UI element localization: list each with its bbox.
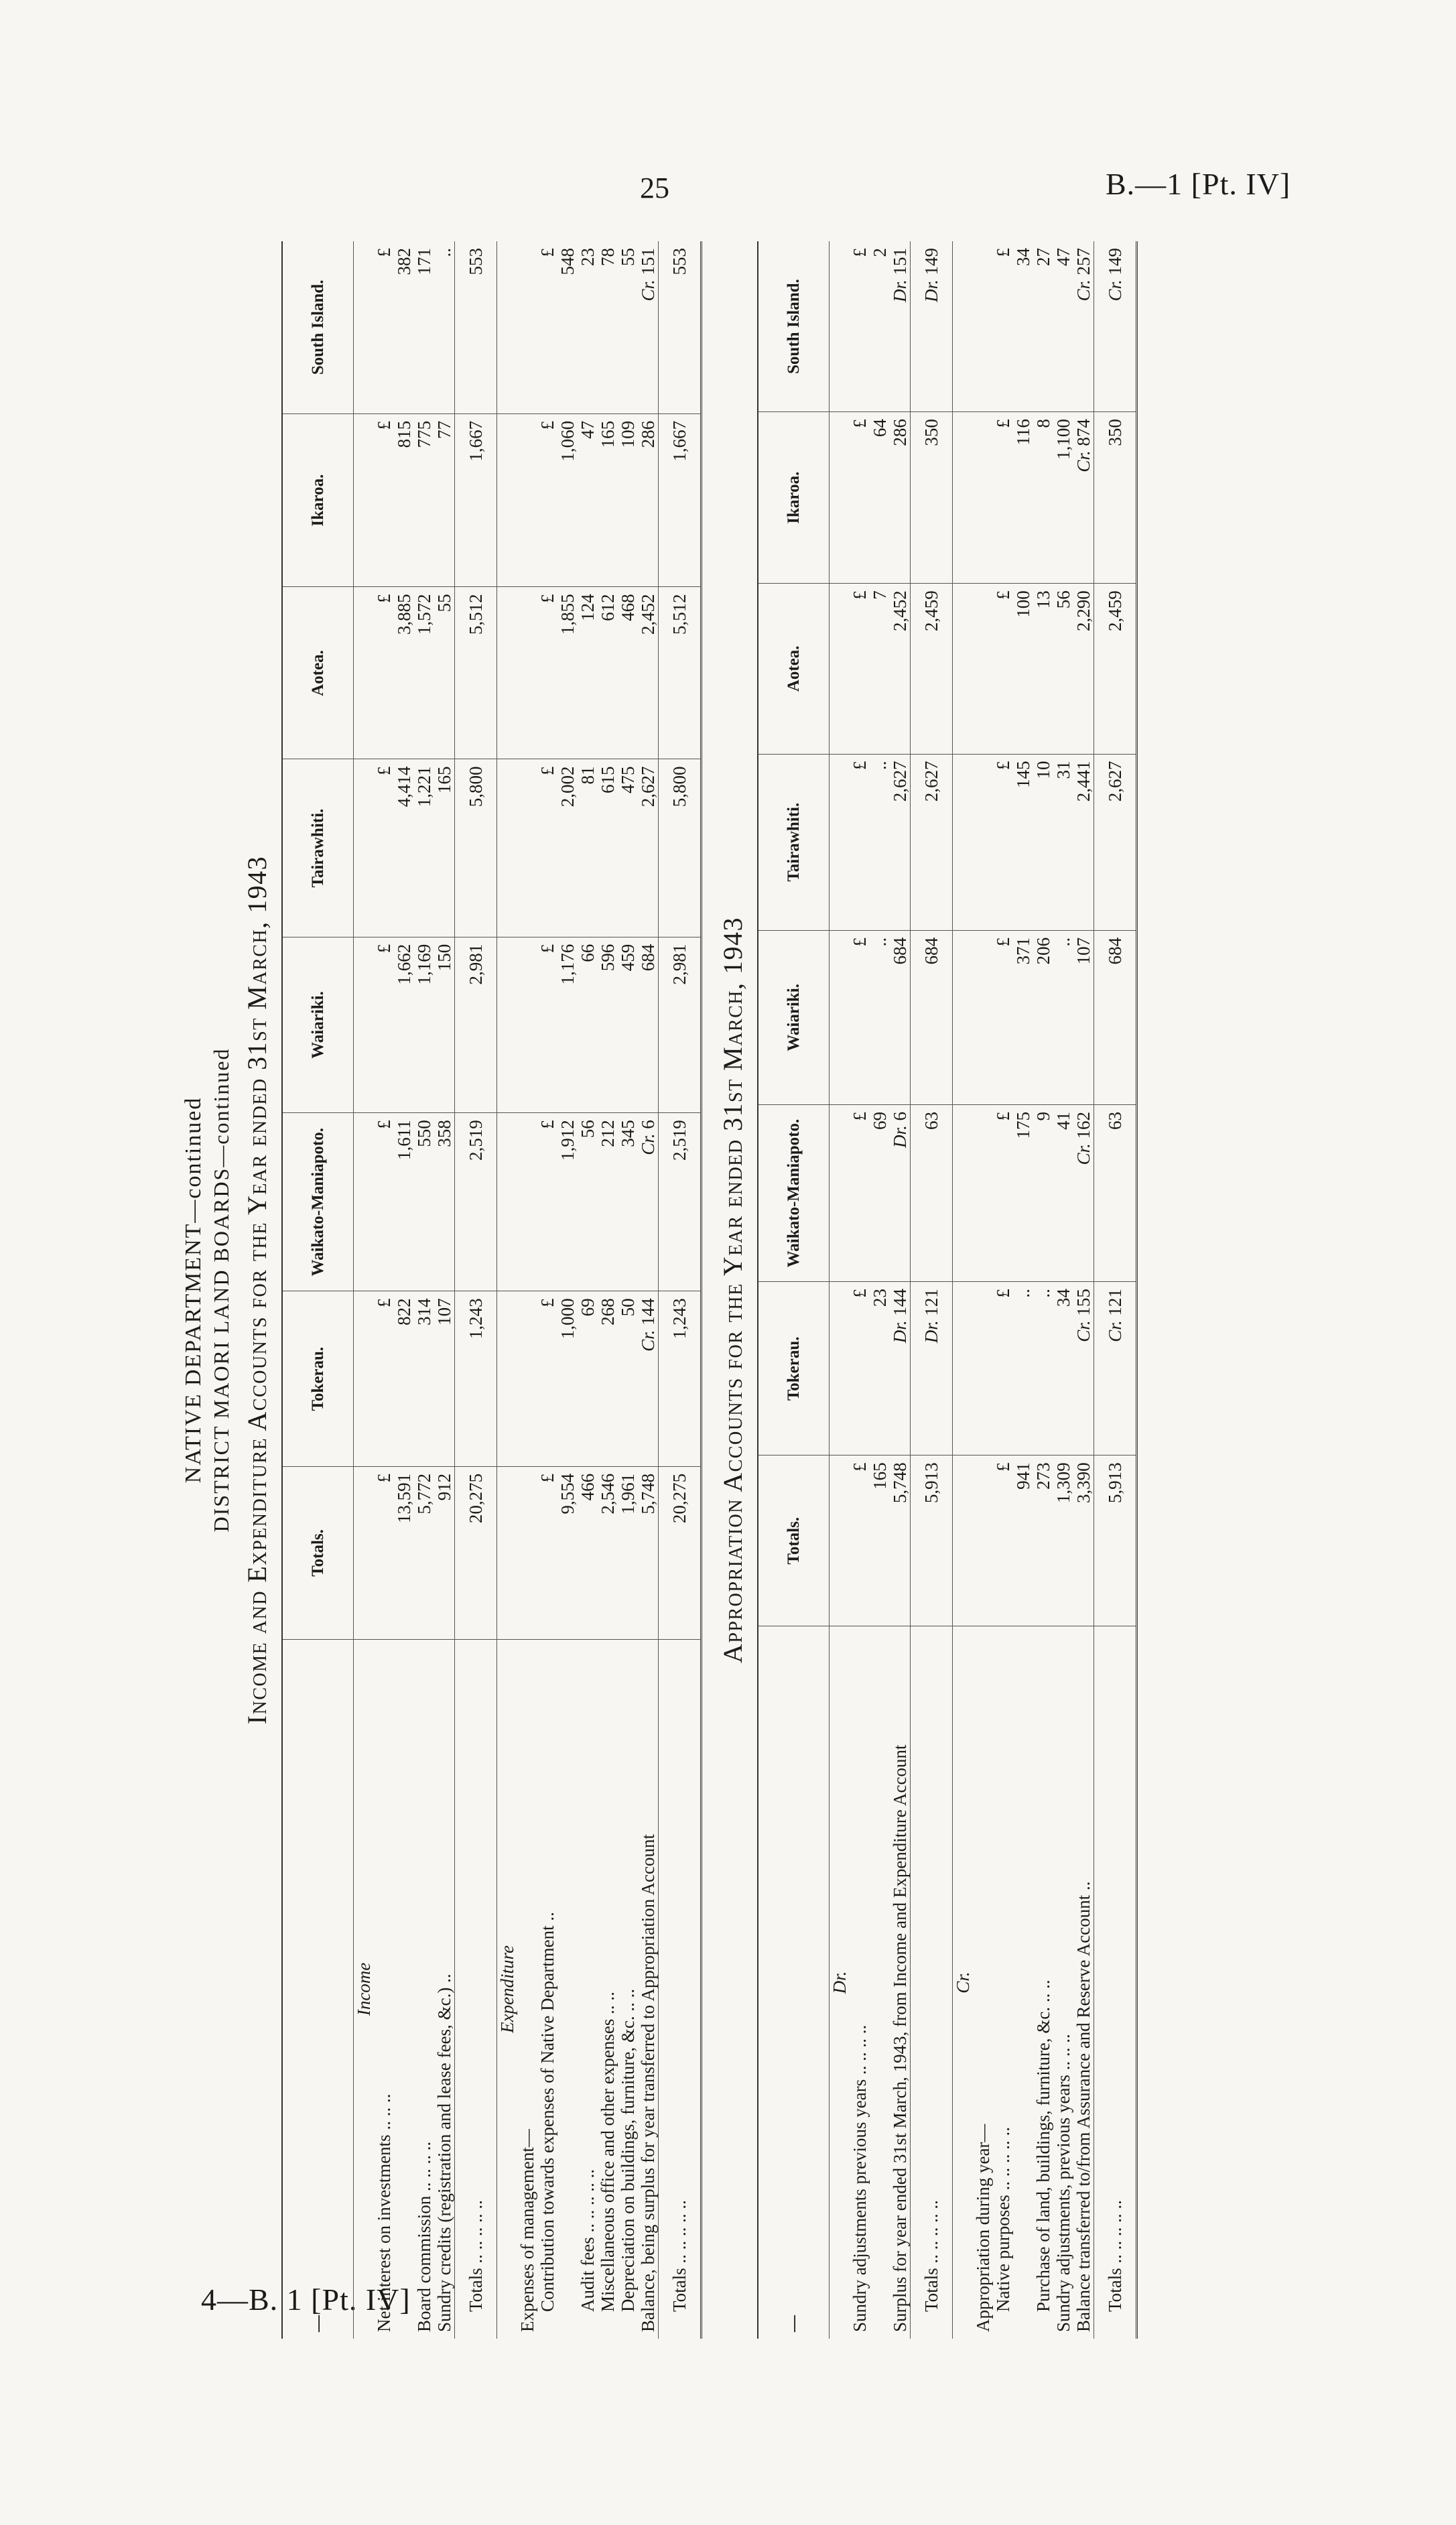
cell-value: £ 941 [993, 1455, 1033, 1626]
cell-value: 5,800 [659, 759, 702, 937]
cell-value [973, 584, 993, 754]
cell-value: 55 [618, 241, 638, 413]
cell-value: 615 [598, 759, 618, 937]
cell-value: 358 [434, 1113, 455, 1291]
column-header: Ikaroa. [758, 412, 830, 584]
column-header: Totals. [758, 1455, 830, 1626]
cell-value: 553 [659, 241, 702, 413]
column-header: — [758, 1626, 830, 2339]
cell-value [973, 1104, 993, 1281]
cell-value: 81 [578, 759, 598, 937]
cell-value: £ 382 [374, 241, 414, 413]
table-row [638, 241, 659, 2339]
income-heading: Income and Expenditure Accounts for the Year ended 31st March, 1943 [242, 855, 272, 1725]
cell-value [830, 1282, 850, 1455]
cell-value: 2,452 [638, 587, 659, 759]
cell-value: Cr. 151 [638, 241, 659, 413]
cell-value [497, 1113, 518, 1291]
table-row [517, 241, 537, 2339]
cell-value: 1,667 [455, 413, 497, 587]
section-label: Expenditure [497, 1945, 517, 2033]
cell-value: £ 1,060 [537, 413, 578, 587]
cell-value: 459 [618, 937, 638, 1112]
cell-value: 23 [578, 241, 598, 413]
cr-dr-marker: Cr. [1105, 1315, 1125, 1342]
cell-value: 50 [618, 1291, 638, 1467]
cell-value [354, 413, 375, 587]
column-header: Aotea. [758, 584, 830, 754]
cell-value [953, 1455, 974, 1626]
boards-title: DISTRICT MAORI LAND BOARDS—continued [209, 1047, 233, 1533]
appropriation-heading: Appropriation Accounts for the Year ended 31st March, 1943 [718, 916, 748, 1664]
table-row [1053, 241, 1073, 2339]
cell-value: 55 [434, 587, 455, 759]
row-label: Totals .. .. .. .. .. [659, 1639, 702, 2339]
cell-value: £ 69 [850, 1104, 890, 1281]
cell-value [517, 1291, 537, 1467]
cell-value: £ 1,176 [537, 937, 578, 1112]
cell-value: 596 [598, 937, 618, 1112]
cell-value: 286 [638, 413, 659, 587]
cell-value: 2,627 [911, 754, 953, 930]
cell-value [973, 412, 993, 584]
cell-value: £ 100 [993, 584, 1033, 754]
cell-value: 47 [1053, 241, 1073, 412]
cell-value: £ 165 [850, 1455, 890, 1626]
cr-dr-marker: Cr. [638, 1325, 658, 1352]
cell-value: 5,512 [659, 587, 702, 759]
cell-value: Dr. 6 [890, 1104, 911, 1281]
row-label: Contribution towards expenses of Native Department .. [537, 1912, 557, 2312]
column-header: South Island. [758, 241, 830, 412]
cell-value: .. [1033, 1282, 1053, 1455]
cell-value: £ 64 [850, 412, 890, 584]
cell-value [953, 754, 974, 930]
cell-value: 1,100 [1053, 412, 1073, 584]
table-row [1073, 241, 1094, 2339]
cell-value [517, 937, 537, 1112]
cell-value [953, 1282, 974, 1455]
table-row [374, 241, 414, 2339]
table-row [434, 241, 455, 2339]
table-row [598, 241, 618, 2339]
table-row [414, 241, 434, 2339]
cell-value [517, 759, 537, 937]
cell-value: Cr. 121 [1094, 1282, 1137, 1455]
table-row [618, 241, 638, 2339]
table-row [911, 241, 953, 2339]
cell-value [830, 1104, 850, 1281]
cell-value: 77 [434, 413, 455, 587]
cell-value: £ 548 [537, 241, 578, 413]
cell-value: 684 [638, 937, 659, 1112]
cell-value [830, 1455, 850, 1626]
cell-value: 775 [414, 413, 434, 587]
cell-value: £ 1,912 [537, 1113, 578, 1291]
cell-value: 2,627 [890, 754, 911, 930]
cell-value: 1,243 [455, 1291, 497, 1467]
cell-value: 10 [1033, 754, 1053, 930]
table-row [578, 241, 598, 2339]
table-row [1033, 241, 1053, 2339]
cell-value [830, 412, 850, 584]
cell-value: 2,290 [1073, 584, 1094, 754]
cell-value [354, 1291, 375, 1467]
cell-value [830, 241, 850, 412]
cr-dr-marker: Dr. [921, 275, 941, 303]
cell-value: 66 [578, 937, 598, 1112]
cell-value: £ 145 [993, 754, 1033, 930]
cell-value: Dr. 144 [890, 1282, 911, 1455]
table-header-row [282, 241, 354, 2339]
department-title: NATIVE DEPARTMENT—continued [181, 1096, 206, 1484]
row-label: Balance transferred to/from Assurance and Reserve Account .. [1073, 1881, 1094, 2332]
row-label: Depreciation on buildings, furniture, &c. .. .. [618, 1988, 638, 2312]
page-number: 25 [640, 172, 669, 204]
cell-value [953, 584, 974, 754]
cell-value: 2,519 [659, 1113, 702, 1291]
cell-value: Cr. 6 [638, 1113, 659, 1291]
row-label: Totals .. .. .. .. .. [911, 1626, 953, 2339]
cell-value: £ 9,554 [537, 1466, 578, 1639]
cell-value: £ 371 [993, 930, 1033, 1104]
cell-value [517, 413, 537, 587]
cell-value: 2,546 [598, 1466, 618, 1639]
cell-value [354, 241, 375, 413]
column-header: South Island. [282, 241, 354, 413]
cell-value: £ .. [993, 1282, 1033, 1455]
cell-value: £ 3,885 [374, 587, 414, 759]
row-label: Net interest on investments .. .. .. [374, 2093, 394, 2332]
table-row [537, 241, 578, 2339]
column-header: Waikato-Maniapoto. [758, 1104, 830, 1281]
row-label: Audit fees .. .. .. .. .. [578, 2169, 598, 2312]
cell-value: 47 [578, 413, 598, 587]
cell-value: 41 [1053, 1104, 1073, 1281]
table-row [1094, 241, 1137, 2339]
cell-value: 466 [578, 1466, 598, 1639]
cell-value: 286 [890, 412, 911, 584]
cell-value: 107 [1073, 930, 1094, 1104]
cell-value: .. [434, 241, 455, 413]
cell-value: £ .. [850, 754, 890, 930]
cell-value: 150 [434, 937, 455, 1112]
column-header: Waikato-Maniapoto. [282, 1113, 354, 1291]
row-label: Native purposes .. .. .. .. .. [993, 2127, 1013, 2312]
cr-dr-marker: Cr. [638, 275, 658, 302]
cell-value: 268 [598, 1291, 618, 1467]
cell-value: 273 [1033, 1455, 1053, 1626]
row-label: Surplus for year ended 31st March, 1943, from Income and Expenditure Account [890, 1744, 910, 2332]
cell-value: 8 [1033, 412, 1053, 584]
cell-value [517, 241, 537, 413]
cell-value: 1,309 [1053, 1455, 1073, 1626]
cell-value [953, 412, 974, 584]
cell-value: £ 175 [993, 1104, 1033, 1281]
cell-value [973, 754, 993, 930]
cell-value: £ .. [850, 930, 890, 1104]
cell-value [354, 1466, 375, 1639]
cell-value: £ 34 [993, 241, 1033, 412]
row-label: Expenses of management— [517, 2129, 537, 2332]
footer-reference: 4—B. 1 [Pt. IV] [201, 2282, 411, 2317]
cell-value: 5,512 [455, 587, 497, 759]
cell-value: 550 [414, 1113, 434, 1291]
cell-value: £ 4,414 [374, 759, 414, 937]
cell-value: Cr. 162 [1073, 1104, 1094, 1281]
rotated-content [181, 241, 1226, 2339]
cell-value: £ 7 [850, 584, 890, 754]
cell-value: 9 [1033, 1104, 1053, 1281]
income-expenditure-table [281, 241, 702, 2339]
row-label: Sundry adjustments previous years .. .. .. .. [850, 2024, 870, 2332]
cell-value [497, 759, 518, 937]
cell-value: 2,459 [911, 584, 953, 754]
column-header: Tairawhiti. [282, 759, 354, 937]
cell-value: 1,243 [659, 1291, 702, 1467]
cell-value: 5,748 [890, 1455, 911, 1626]
cell-value: £ 1,611 [374, 1113, 414, 1291]
cr-dr-marker: Cr. [1073, 1139, 1094, 1165]
column-header: Tairawhiti. [758, 754, 830, 930]
cell-value: 69 [578, 1291, 598, 1467]
cr-dr-marker: Cr. [1073, 1315, 1094, 1342]
cell-value: £ 23 [850, 1282, 890, 1455]
row-label: Sundry credits (registration and lease fees, &c.) .. [434, 1973, 454, 2332]
cell-value: 684 [1094, 930, 1137, 1104]
cell-value: 5,800 [455, 759, 497, 937]
cell-value [973, 1455, 993, 1626]
cell-value: £ 822 [374, 1291, 414, 1467]
row-label: Sundry adjustments, previous years .. .. .. [1053, 2034, 1073, 2332]
cell-value: 684 [890, 930, 911, 1104]
cr-dr-marker: Dr. [890, 275, 910, 303]
table-row [993, 241, 1033, 2339]
cell-value: 2,459 [1094, 584, 1137, 754]
cell-value [953, 930, 974, 1104]
cell-value: 2,627 [638, 759, 659, 937]
cell-value: 107 [434, 1291, 455, 1467]
cell-value: 2,981 [455, 937, 497, 1112]
cr-dr-marker: Cr. [1073, 446, 1094, 472]
cell-value: 165 [434, 759, 455, 937]
cell-value: 1,961 [618, 1466, 638, 1639]
cell-value: £ 116 [993, 412, 1033, 584]
column-header: Ikaroa. [282, 413, 354, 587]
section-row [830, 241, 850, 2339]
cell-value [830, 754, 850, 930]
cell-value: 5,772 [414, 1466, 434, 1639]
cell-value: Dr. 121 [911, 1282, 953, 1455]
cell-value: 314 [414, 1291, 434, 1467]
cell-value: 1,221 [414, 759, 434, 937]
cell-value: 612 [598, 587, 618, 759]
cell-value: 13 [1033, 584, 1053, 754]
page-reference: B.—1 [Pt. IV] [1106, 167, 1291, 201]
cr-dr-marker: Cr. [1105, 275, 1125, 302]
cell-value: 1,169 [414, 937, 434, 1112]
cell-value: .. [1053, 930, 1073, 1104]
appropriation-table [757, 241, 1138, 2339]
cell-value: 2,452 [890, 584, 911, 754]
column-header: Tokerau. [758, 1282, 830, 1455]
cell-value: 171 [414, 241, 434, 413]
cell-value [354, 937, 375, 1112]
cr-dr-marker: Dr. [921, 1315, 941, 1344]
cr-dr-marker: Cr. [638, 1128, 658, 1155]
cell-value [354, 587, 375, 759]
cell-value: £ 815 [374, 413, 414, 587]
cell-value [973, 241, 993, 412]
cell-value: 2,627 [1094, 754, 1137, 930]
column-header: Totals. [282, 1466, 354, 1639]
cell-value [497, 587, 518, 759]
cell-value: 345 [618, 1113, 638, 1291]
cell-value: 2,981 [659, 937, 702, 1112]
table-row [659, 241, 702, 2339]
row-label: Purchase of land, buildings, furniture, &c. .. .. [1033, 1980, 1053, 2312]
cell-value [517, 1113, 537, 1291]
table-row [455, 241, 497, 2339]
cell-value [517, 587, 537, 759]
cell-value: 1,667 [659, 413, 702, 587]
cell-value: £ 13,591 [374, 1466, 414, 1639]
cell-value [953, 1104, 974, 1281]
cell-value: 56 [578, 1113, 598, 1291]
row-label: Miscellaneous office and other expenses .. .. [598, 1992, 618, 2312]
cell-value: Dr. 151 [890, 241, 911, 412]
cell-value: 165 [598, 413, 618, 587]
column-header: Aotea. [282, 587, 354, 759]
cell-value: 912 [434, 1466, 455, 1639]
cell-value: 350 [911, 412, 953, 584]
cr-dr-marker: Dr. [890, 1315, 910, 1344]
cr-dr-marker: Dr. [890, 1120, 910, 1148]
section-row [354, 241, 375, 2339]
cell-value: £ 1,000 [537, 1291, 578, 1467]
cell-value: Cr. 149 [1094, 241, 1137, 412]
cell-value: Cr. 874 [1073, 412, 1094, 584]
cell-value: 27 [1033, 241, 1053, 412]
cell-value: £ 1,662 [374, 937, 414, 1112]
section-label: Dr. [830, 1971, 850, 1994]
cell-value: 63 [911, 1104, 953, 1281]
table-row [890, 241, 911, 2339]
table-row [973, 241, 993, 2339]
cell-value [497, 937, 518, 1112]
cell-value [973, 1282, 993, 1455]
cell-value: 553 [455, 241, 497, 413]
cell-value: Cr. 257 [1073, 241, 1094, 412]
cell-value: 56 [1053, 584, 1073, 754]
row-label: Totals .. .. .. .. .. [1094, 1626, 1137, 2339]
cell-value: 20,275 [659, 1466, 702, 1639]
cell-value: 468 [618, 587, 638, 759]
cell-value [953, 241, 974, 412]
cell-value: 34 [1053, 1282, 1073, 1455]
cell-value [354, 1113, 375, 1291]
cr-dr-marker: Cr. [1073, 275, 1094, 302]
cell-value [497, 1466, 518, 1639]
row-label: Appropriation during year— [973, 2124, 993, 2332]
cell-value: 124 [578, 587, 598, 759]
cell-value: 5,913 [911, 1455, 953, 1626]
cell-value: 350 [1094, 412, 1137, 584]
column-header: Waiariki. [282, 937, 354, 1112]
cell-value: Cr. 155 [1073, 1282, 1094, 1455]
row-label: Totals .. .. .. .. .. [455, 1639, 497, 2339]
cell-value [497, 241, 518, 413]
cell-value: 2,519 [455, 1113, 497, 1291]
cell-value: 2,441 [1073, 754, 1094, 930]
cell-value: 20,275 [455, 1466, 497, 1639]
cell-value: 212 [598, 1113, 618, 1291]
cell-value: 684 [911, 930, 953, 1104]
cell-value: 5,913 [1094, 1455, 1137, 1626]
row-label: Balance, being surplus for year transferred to Appropriation Account [638, 1833, 658, 2332]
cell-value [354, 759, 375, 937]
cell-value: 5,748 [638, 1466, 659, 1639]
cell-value [830, 930, 850, 1104]
cell-value: £ 2 [850, 241, 890, 412]
cell-value [973, 930, 993, 1104]
row-label: Board commission .. .. .. .. [414, 2141, 434, 2332]
table-row [850, 241, 890, 2339]
table-header-row [758, 241, 830, 2339]
cell-value: 206 [1033, 930, 1053, 1104]
cell-value: 1,572 [414, 587, 434, 759]
section-label: Cr. [953, 1971, 973, 1994]
cell-value: 475 [618, 759, 638, 937]
cell-value [830, 584, 850, 754]
section-row [497, 241, 518, 2339]
cell-value: 63 [1094, 1104, 1137, 1281]
column-header: Tokerau. [282, 1291, 354, 1467]
cell-value: Cr. 144 [638, 1291, 659, 1467]
cell-value: 78 [598, 241, 618, 413]
column-header: — [282, 1639, 354, 2339]
cell-value [517, 1466, 537, 1639]
cell-value: £ 2,002 [537, 759, 578, 937]
cell-value: Dr. 149 [911, 241, 953, 412]
section-label: Income [354, 1962, 374, 2016]
cell-value: 109 [618, 413, 638, 587]
cell-value [497, 413, 518, 587]
cell-value: £ 1,855 [537, 587, 578, 759]
cell-value [497, 1291, 518, 1467]
section-row [953, 241, 974, 2339]
cell-value: 31 [1053, 754, 1073, 930]
column-header: Waiariki. [758, 930, 830, 1104]
cell-value: 3,390 [1073, 1455, 1094, 1626]
